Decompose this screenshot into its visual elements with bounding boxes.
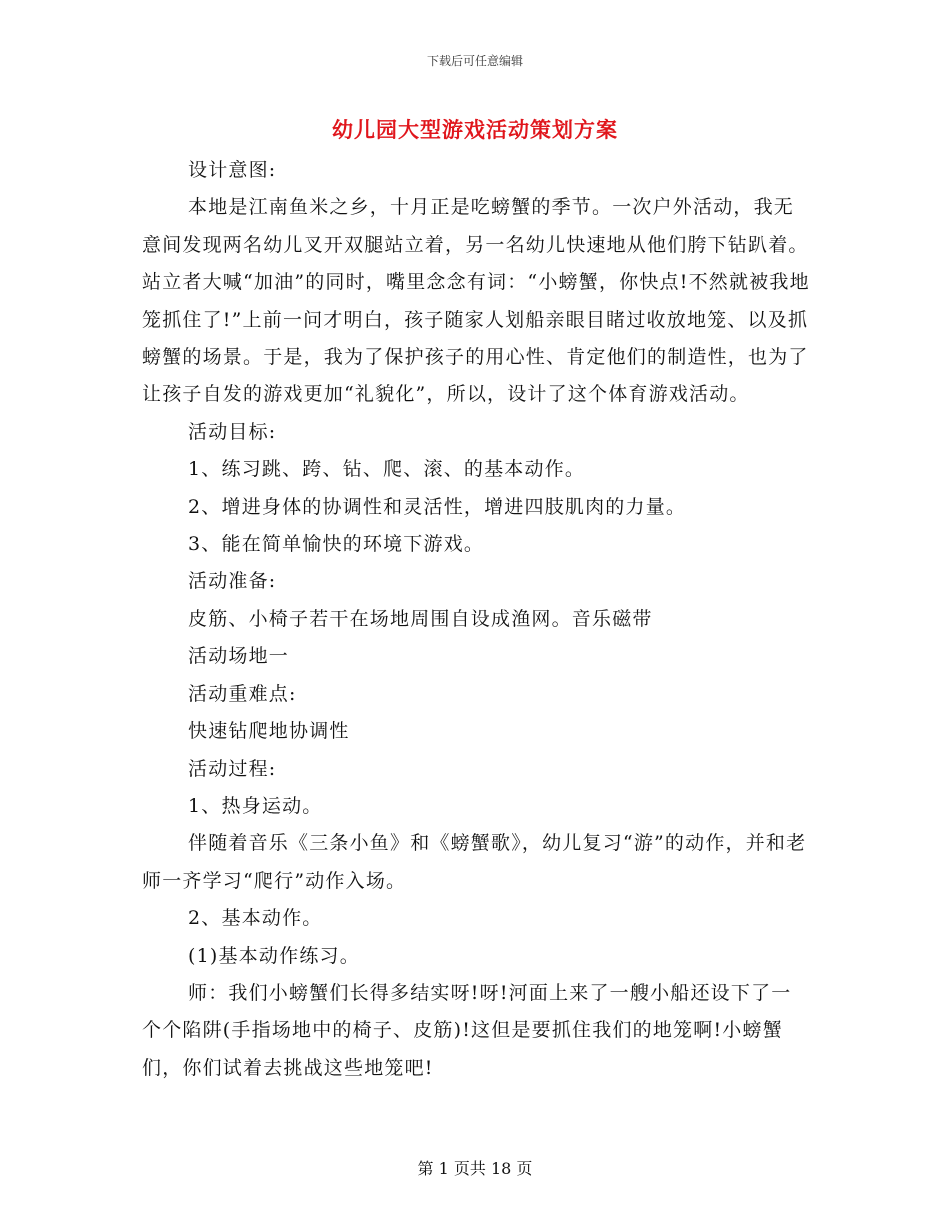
paragraph-preparation: 皮筋、小椅子若干在场地周围自设成渔网。音乐磁带	[188, 607, 653, 630]
section-heading-design-intent: 设计意图:	[188, 159, 277, 181]
section-heading-preparation: 活动准备:	[188, 570, 277, 593]
section-heading-process: 活动过程:	[188, 757, 277, 780]
paragraph-design-intent: 本地是江南鱼米之乡，十月正是吃螃蟹的季节。一次户外活动，我无意间发现两名幼儿叉开双腿站立着，另一名幼儿快速地从他们胯下钻趴着。站立者大喊“加油”的同时，嘴里念念有词：“小螃蟹，你快点!不然就被我地笼抓住了!”上前一问才明白，孩子随家人划船亲眼目睹过收放地笼、以及抓螃蟹的场景。于是，我为了保护孩子的用心性、肯定他们的制造性，也为了让孩子自发的游戏更加“礼貌化”，所以，设计了这个体育游戏活动。	[142, 196, 810, 406]
section-heading-key-points: 活动重难点:	[188, 682, 297, 705]
paragraph-warmup: 伴随着音乐《三条小鱼》和《螃蟹歌》，幼儿复习“游”的动作，并和老师一齐学习“爬行”动作入场。	[142, 832, 807, 892]
goal-item-1: 1、练习跳、跨、钻、爬、滚、的基本动作。	[188, 458, 586, 481]
goal-item-2: 2、增进身体的协调性和灵活性，增进四肢肌肉的力量。	[188, 495, 687, 518]
process-step-2: 2、基本动作。	[188, 907, 323, 930]
document-title: 幼儿园大型游戏活动策划方案	[332, 117, 618, 142]
header-note: 下载后可任意编辑	[426, 54, 523, 68]
document-body	[142, 152, 810, 1087]
process-step-1: 1、热身运动。	[188, 794, 323, 817]
page-footer: 第 1 页共 18 页	[417, 1159, 533, 1178]
section-heading-goals: 活动目标:	[188, 420, 277, 443]
goal-item-3: 3、能在简单愉快的环境下游戏。	[188, 533, 485, 556]
process-substep-1: (1)基本动作练习。	[188, 944, 360, 967]
section-heading-venue: 活动场地一	[188, 645, 290, 668]
paragraph-teacher-speech: 师：我们小螃蟹们长得多结实呀!呀!河面上来了一艘小船还设下了一个个陷阱(手指场地中的椅子、皮筋)!这但是要抓住我们的地笼啊!小螃蟹们，你们试着去挑战这些地笼吧!	[142, 981, 792, 1079]
paragraph-key-points: 快速钻爬地协调性	[188, 720, 350, 743]
